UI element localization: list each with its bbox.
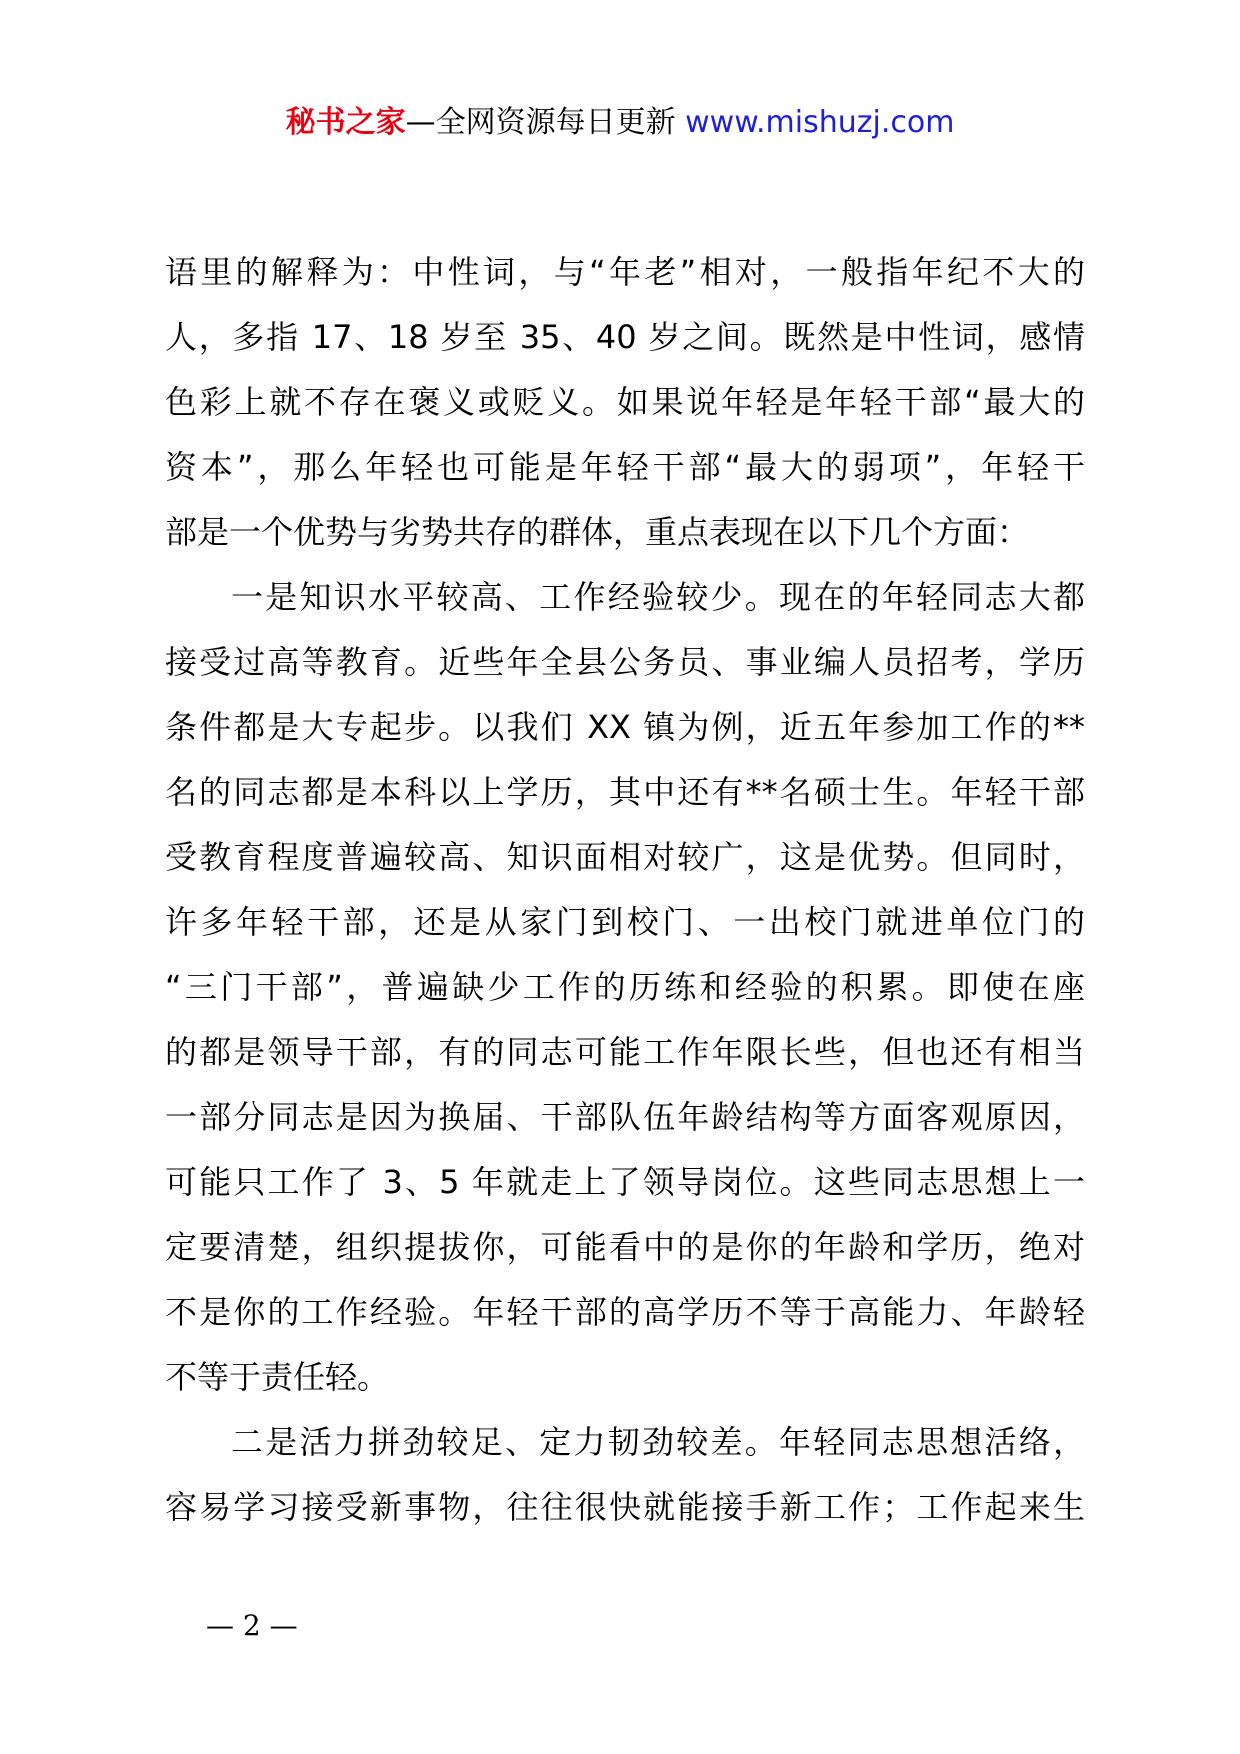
text-line: 的都是领导干部，有的同志可能工作年限长些，但也还有相当 <box>165 1033 1085 1071</box>
text-line: 可能只工作了 3、5 年就走上了领导岗位。这些同志思想上一 <box>165 1163 1085 1201</box>
page-number: — 2 — <box>206 1609 298 1642</box>
text-line: “三门干部”，普遍缺少工作的历练和经验的积累。即使在座 <box>165 968 1085 1006</box>
paragraph-start-line: 二是活力拼劲较足、定力韧劲较差。年轻同志思想活络， <box>231 1423 1085 1461</box>
text-line: 容易学习接受新事物，往往很快就能接手新工作；工作起来生 <box>165 1488 1085 1526</box>
header-tagline: —全网资源每日更新 <box>405 105 676 140</box>
text-line: 人，多指 17、18 岁至 35、40 岁之间。既然是中性词，感情 <box>165 318 1085 356</box>
page-header <box>0 103 1240 143</box>
text-line: 定要清楚，组织提拔你，可能看中的是你的年龄和学历，绝对 <box>165 1228 1085 1266</box>
text-line: 许多年轻干部，还是从家门到校门、一出校门就进单位门的 <box>165 903 1085 941</box>
site-url-link[interactable]: www.mishuzj.com <box>685 105 955 140</box>
text-line: 不是你的工作经验。年轻干部的高学历不等于高能力、年龄轻 <box>165 1293 1085 1331</box>
document-body <box>165 240 1085 1540</box>
paragraph-start-line: 一是知识水平较高、工作经验较少。现在的年轻同志大都 <box>231 578 1085 616</box>
text-line: 名的同志都是本科以上学历，其中还有**名硕士生。年轻干部 <box>165 773 1085 811</box>
text-line: 一部分同志是因为换届、干部队伍年龄结构等方面客观原因， <box>165 1098 1085 1136</box>
text-line: 受教育程度普遍较高、知识面相对较广，这是优势。但同时， <box>165 838 1085 876</box>
text-line: 条件都是大专起步。以我们 XX 镇为例，近五年参加工作的** <box>165 708 1085 746</box>
brand-name: 秘书之家 <box>285 105 406 140</box>
text-line: 色彩上就不存在褒义或贬义。如果说年轻是年轻干部“最大的 <box>165 383 1085 421</box>
text-line: 部是一个优势与劣势共存的群体，重点表现在以下几个方面： <box>165 513 1030 551</box>
text-line: 资本”，那么年轻也可能是年轻干部“最大的弱项”，年轻干 <box>165 448 1085 486</box>
text-line: 接受过高等教育。近些年全县公务员、事业编人员招考，学历 <box>165 643 1085 681</box>
text-line: 不等于责任轻。 <box>165 1358 390 1396</box>
text-line: 语里的解释为：中性词，与“年老”相对，一般指年纪不大的 <box>165 253 1085 291</box>
